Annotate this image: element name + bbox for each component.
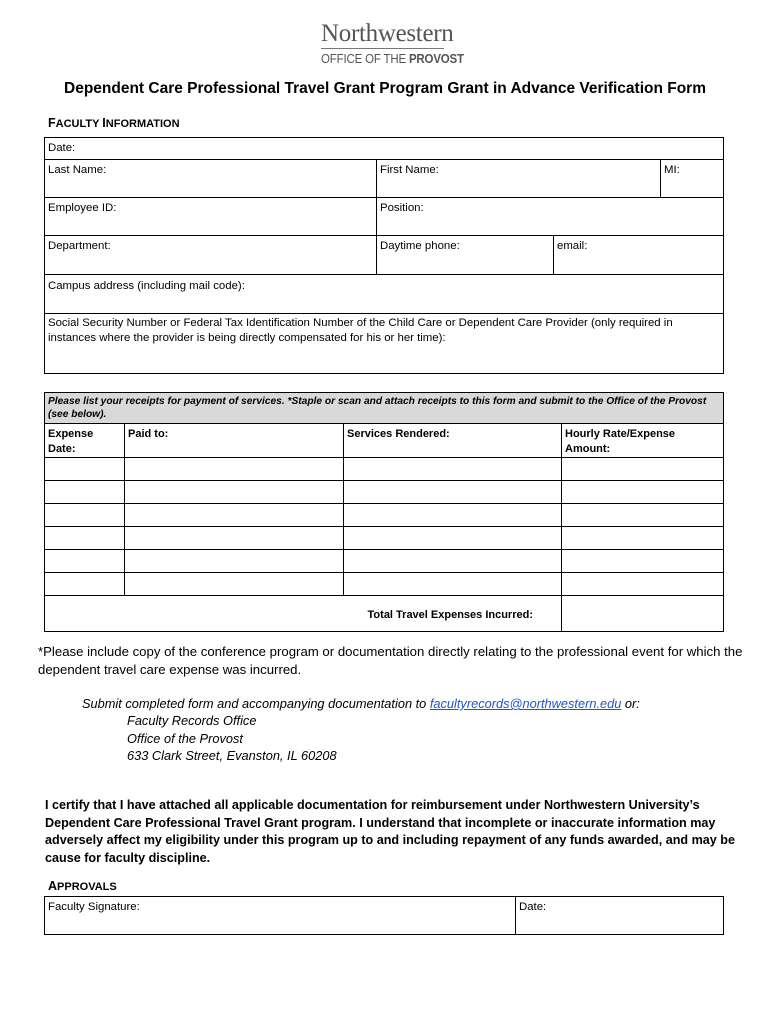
certification-statement: I certify that I have attached all applicable documentation for reimbursement under Northwestern University’s Dependent Care Professional Travel Grant program. I understand that incomplete or inaccurate information may adversely affect my eligibility under this program up to and including repayment of any funds awarded, and may be cause for faculty discipline.: [45, 798, 735, 865]
position-label: Position:: [379, 202, 424, 214]
rate-cell[interactable]: [562, 550, 724, 573]
expense-date-cell[interactable]: [45, 504, 125, 527]
logo-office-text: OFFICE OF THE: [321, 52, 406, 66]
paid-to-cell[interactable]: [125, 527, 344, 550]
faculty-signature-field[interactable]: [45, 897, 516, 935]
approval-date-field[interactable]: [516, 897, 724, 935]
rate-cell[interactable]: [562, 573, 724, 596]
first-name-label: First Name:: [379, 164, 439, 176]
employee-id-label: Employee ID:: [48, 202, 117, 214]
provider-tax-id-label: Social Security Number or Federal Tax Identification Number of the Child Care or Dependent Care Provider (only required in instances where the provider is being directly compensated for his or her time):: [48, 317, 673, 344]
date-field[interactable]: [45, 138, 724, 160]
date-label: Date:: [48, 142, 76, 154]
submit-suffix: or:: [621, 696, 640, 711]
expense-receipts-table: [44, 392, 724, 632]
expense-row: [45, 527, 724, 550]
paid-to-cell[interactable]: [125, 481, 344, 504]
expense-date-cell[interactable]: [45, 550, 125, 573]
middle-initial-field[interactable]: [661, 160, 724, 198]
daytime-phone-label: Daytime phone:: [379, 240, 460, 252]
services-cell[interactable]: [344, 527, 562, 550]
col-header-rate: Hourly Rate/Expense Amount:: [562, 424, 724, 458]
total-expenses-field[interactable]: [562, 596, 724, 632]
logo-divider: [321, 48, 444, 49]
approvals-heading: APPROVALS: [48, 879, 117, 893]
receipts-instructions: Please list your receipts for payment of services. *Staple or scan and attach receipts to this form and submit to the Office of the Provost (see below).: [45, 393, 724, 424]
expense-row: [45, 573, 724, 596]
col-header-paid-to: Paid to:: [125, 424, 344, 458]
position-field[interactable]: [376, 198, 723, 236]
documentation-note: *Please include copy of the conference program or documentation directly relating to the professional event for which the dependent travel care expense was incurred.: [38, 644, 743, 677]
paid-to-cell[interactable]: [125, 550, 344, 573]
expense-row: [45, 550, 724, 573]
campus-address-label: Campus address (including mail code):: [48, 280, 245, 292]
services-cell[interactable]: [344, 458, 562, 481]
paid-to-cell[interactable]: [125, 504, 344, 527]
expense-row: [45, 481, 724, 504]
address-line-2: Office of the Provost: [127, 731, 243, 746]
address-line-1: Faculty Records Office: [127, 713, 257, 728]
services-cell[interactable]: [344, 550, 562, 573]
submit-instructions: [82, 695, 640, 713]
logo-subtitle: [321, 52, 464, 66]
faculty-information-heading: FACULTY INFORMATION: [48, 116, 180, 130]
faculty-information-table: [44, 137, 724, 374]
email-label: email:: [556, 240, 588, 252]
faculty-records-email-link[interactable]: facultyrecords@northwestern.edu: [429, 696, 622, 711]
logo-provost-text: PROVOST: [408, 52, 464, 66]
paid-to-cell[interactable]: [125, 458, 344, 481]
logo-wordmark: Northwestern: [321, 20, 454, 47]
paid-to-cell[interactable]: [125, 573, 344, 596]
faculty-signature-label: Faculty Signature:: [48, 901, 140, 913]
employee-id-field[interactable]: [45, 198, 377, 236]
services-cell[interactable]: [344, 481, 562, 504]
form-title: Dependent Care Professional Travel Grant Program Grant in Advance Verification Form: [64, 80, 706, 97]
provider-tax-id-field[interactable]: [45, 314, 724, 374]
expense-row: [45, 504, 724, 527]
total-expenses-label: Total Travel Expenses Incurred:: [45, 596, 562, 632]
expense-date-cell[interactable]: [45, 481, 125, 504]
services-cell[interactable]: [344, 504, 562, 527]
rate-cell[interactable]: [562, 481, 724, 504]
rate-cell[interactable]: [562, 458, 724, 481]
campus-address-field[interactable]: [45, 275, 724, 314]
expense-date-cell[interactable]: [45, 527, 125, 550]
approvals-table: [44, 896, 724, 935]
daytime-phone-field[interactable]: [376, 236, 553, 275]
expense-date-cell[interactable]: [45, 458, 125, 481]
rate-cell[interactable]: [562, 527, 724, 550]
services-cell[interactable]: [344, 573, 562, 596]
first-name-field[interactable]: [376, 160, 660, 198]
address-line-3: 633 Clark Street, Evanston, IL 60208: [127, 748, 337, 763]
last-name-label: Last Name:: [48, 164, 107, 176]
expense-date-cell[interactable]: [45, 573, 125, 596]
rate-cell[interactable]: [562, 504, 724, 527]
expense-row: [45, 458, 724, 481]
mi-label: MI:: [664, 164, 680, 176]
col-header-services: Services Rendered:: [344, 424, 562, 458]
last-name-field[interactable]: [45, 160, 377, 198]
department-field[interactable]: [45, 236, 377, 275]
col-header-expense-date: Expense Date:: [45, 424, 125, 458]
email-field[interactable]: [553, 236, 723, 275]
department-label: Department:: [48, 240, 111, 252]
approval-date-label: Date:: [519, 901, 547, 913]
submit-prefix: Submit completed form and accompanying documentation to: [82, 696, 430, 711]
